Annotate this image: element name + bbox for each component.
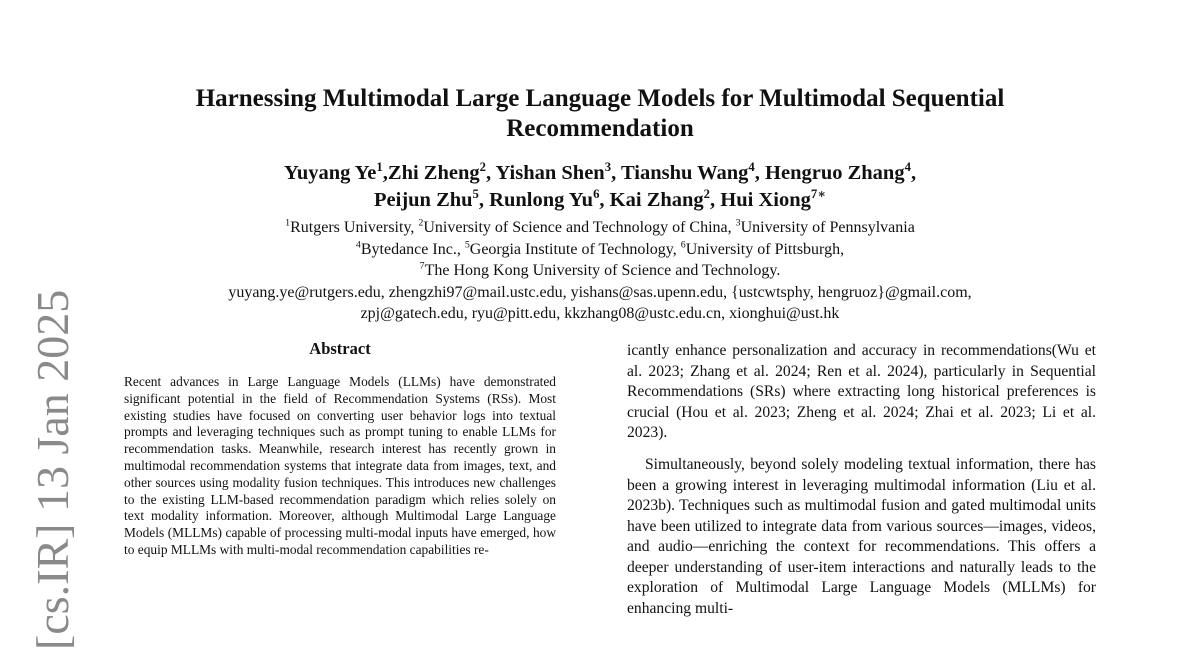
email-line-2: zpj@gatech.edu, ryu@pitt.edu, kkzhang08@ustc.edu.cn, xionghui@ust.hk	[360, 305, 840, 323]
author-sep: ,	[478, 189, 490, 211]
affil-text: University of Pennsylvania	[740, 219, 915, 236]
paper-title: Harnessing Multimodal Large Language Models for Multimodal Sequential Recommendation	[195, 85, 1005, 142]
affil-text: University of Pittsburgh,	[685, 240, 845, 258]
affiliations	[100, 217, 1100, 325]
author-sep: ,	[754, 162, 766, 184]
email-line-1: yuyang.ye@rutgers.edu, zhengzhi97@mail.ustc.edu, yishans@sas.upenn.edu, {ustcwtsphy, hengruoz}@gmail.com,	[228, 283, 972, 301]
author-affil-sup: 4	[904, 160, 911, 175]
author-sep: ,	[710, 189, 721, 211]
author-sep: ,	[382, 162, 388, 184]
affil-text: The Hong Kong University of Science and Technology.	[424, 262, 781, 280]
author-name: Zhi Zheng	[387, 162, 480, 184]
affiliation-line-2	[100, 239, 1100, 261]
author-sep: ,	[486, 162, 496, 184]
arxiv-side-stamp	[25, 289, 81, 650]
author-name: Runlong Yu	[489, 189, 594, 211]
affil-sup: 6	[680, 239, 686, 251]
author-affil-sup: 1	[376, 160, 383, 175]
author-affil-sup: 4	[748, 160, 755, 175]
author-name: Tianshu Wang	[620, 162, 749, 184]
author-affil-sup: 2	[479, 160, 486, 175]
author-affil-sup: 6	[593, 187, 600, 202]
author-name: Hui Xiong	[720, 189, 811, 211]
author-affil-sup: 5	[472, 187, 479, 202]
abstract-body: Recent advances in Large Language Models (LLMs) have demonstrated significant potential in the field of Recommendation Systems (RSs). Most existing studies have focused on converting user behavior logs into textual prompts and leveraging techniques such as prompt tuning to enable LLMs for recommendation tasks. Meanwhile, research interest has recently grown in multimodal recommendation systems that integrate data from images, text, and other sources using modality fusion techniques. This introduces new challenges to the existing LLM-based recommendation paradigm which relies solely on text modality information. Moreover, although Multimodal Large Language Models (MLLMs) capable of processing multi-modal inputs have emerged, how to equip MLLMs with multi-modal recommendation capabilities re-	[124, 374, 556, 557]
author-name: Hengruo Zhang	[765, 162, 905, 184]
intro-paragraph-1: icantly enhance personalization and accuracy in recommendations(Wu et al. 2023; Zhang et al. 2024; Ren et al. 2024), particularly in Sequential Recommendations (SRs) where extracting long historical preferences is crucial (Hou et al. 2023; Zheng et al. 2024; Zhai et al. 2023; Li et al. 2023).	[627, 342, 1096, 441]
author-name: Kai Zhang	[609, 189, 704, 211]
author-sep: ,	[611, 162, 621, 184]
intro-paragraph-2: Simultaneously, beyond solely modeling textual information, there has been a growing interest in leveraging multimodal information (Liu et al. 2023b). Techniques such as multimodal fusion and gated multimodal units have been utilized to integrate data from various sources—images, videos, and audio—enriching the context for recommendations. This offers a deeper understanding of user-item interactions and naturally leads to the exploration of Multimodal Large Language Models (MLLMs) for enhancing multi-	[627, 456, 1096, 617]
author-name: Yishan Shen	[495, 162, 605, 184]
author-name: Peijun Zhu	[374, 189, 473, 211]
affil-sup: 4	[355, 239, 361, 251]
author-affil-sup: 2	[703, 187, 711, 202]
author-line-1	[130, 160, 1070, 187]
affil-sup: 1	[285, 217, 291, 229]
affiliation-line-1	[100, 217, 1100, 239]
author-affil-sup: 3	[604, 160, 612, 175]
author-list	[130, 160, 1070, 214]
author-name: Yuyang Ye	[283, 162, 377, 184]
affiliation-line-3	[100, 260, 1100, 282]
abstract-heading: Abstract	[309, 339, 371, 358]
arxiv-stamp-text: [cs.IR] 13 Jan 2025	[27, 289, 78, 650]
affil-sup: 3	[735, 217, 741, 229]
affil-sup: 2	[418, 217, 424, 229]
affil-text: University of Science and Technology of China,	[423, 219, 736, 236]
author-sep: ,	[599, 189, 610, 211]
affil-text: Bytedance Inc.,	[360, 240, 465, 258]
affil-sup: 7	[419, 260, 425, 272]
author-affil-sup: 7∗	[810, 187, 826, 202]
affil-text: Rutgers University,	[290, 219, 419, 236]
author-sep: ,	[910, 162, 917, 184]
author-line-2	[130, 187, 1070, 214]
affil-sup: 5	[464, 239, 470, 251]
affil-text: Georgia Institute of Technology,	[469, 240, 681, 258]
